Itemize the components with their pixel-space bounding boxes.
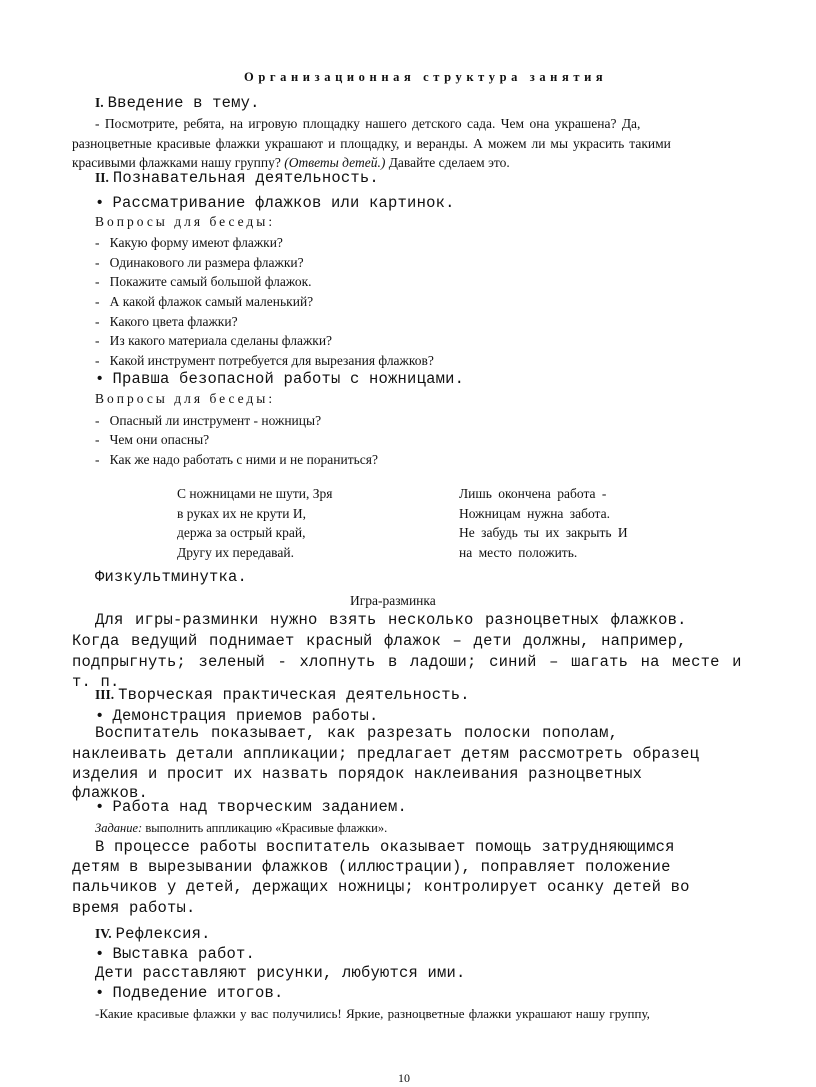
bullet-creative-task: • Работа над творческим заданием. [95, 798, 407, 816]
bullet-scissors-safety: • Правша безопасной работы с ножницами. [95, 370, 464, 388]
poem-left-column [177, 484, 333, 562]
page-number: 10 [398, 1071, 410, 1085]
section-1-heading [95, 94, 260, 112]
section-1-numeral: I. [95, 95, 104, 110]
poem-line: С ножницами не шути, Зря [177, 486, 333, 501]
section-2-title: Познавательная деятельность. [112, 169, 379, 187]
question-item: - Какого цвета флажки? [95, 314, 238, 329]
demo-line: изделия и просит их назвать порядок наклеивания разноцветных [72, 765, 643, 783]
poem-line: на место положить. [459, 544, 578, 560]
work-line: пальчиков у детей, держащих ножницы; контролирует осанку детей во [72, 878, 690, 896]
question-item: - Чем они опасны? [95, 432, 210, 447]
question-item: - Какой инструмент потребуется для вырезания флажков? [95, 353, 434, 368]
task-text: выполнить аппликацию «Красивые флажки». [145, 821, 388, 835]
questions-label-2: Вопросы для беседы: [95, 391, 276, 406]
poem-line: Ножницам нужна забота. [459, 505, 610, 521]
poem-line: Другу их передавай. [177, 544, 294, 560]
page-title: Организационная структура занятия [244, 70, 608, 84]
question-item: - Какую форму имеют флажки? [95, 235, 283, 250]
poem-line: Не забудь ты их закрыть И [459, 525, 628, 540]
intro-line-2: разноцветные красивые флажки украшают и площадку, и веранды. А можем ли мы украсить такими [72, 136, 671, 151]
demo-line: флажков. [72, 784, 149, 802]
fizminutka-label: Физкультминутка. [95, 568, 248, 586]
summary-line: -Какие красивые флажки у вас получились! Яркие, разноцветные флажки украшают нашу группу, [95, 1006, 650, 1021]
bullet-summary: • Подведение итогов. [95, 984, 284, 1002]
section-3-heading [95, 686, 470, 704]
answers-note: (Ответы детей.) [284, 155, 386, 170]
game-title: Игра-разминка [350, 593, 436, 608]
game-line: Для игры-разминки нужно взять несколько разноцветных флажков. [95, 611, 687, 629]
section-4-heading [95, 925, 211, 943]
demo-line: Воспитатель показывает, как разрезать полоски пополам, [95, 724, 619, 742]
section-4-title: Рефлексия. [115, 925, 211, 943]
intro-line-3-start: красивыми флажками нашу группу? [72, 155, 281, 170]
game-line: т. п. [72, 673, 120, 691]
task-line [95, 821, 387, 836]
questions-label-1: Вопросы для беседы: [95, 214, 276, 229]
question-item: - Опасный ли инструмент - ножницы? [95, 413, 322, 428]
poem-line: в руках их не крути И, [177, 505, 306, 521]
work-line: время работы. [72, 899, 196, 917]
intro-line-1 [95, 116, 733, 132]
question-item: - Одинакового ли размера флажки? [95, 255, 304, 270]
question-item: - Покажите самый большой флажок. [95, 274, 312, 289]
question-item: - Как же надо работать с ними и не пораниться? [95, 452, 378, 467]
bullet-exhibition: • Выставка работ. [95, 945, 255, 963]
poem-line: держа за острый край, [177, 525, 306, 540]
work-line: детям в вырезывании флажков (иллюстрации), поправляет положение [72, 858, 671, 876]
section-2-numeral: II. [95, 170, 109, 185]
bullet-demo: • Демонстрация приемов работы. [95, 707, 379, 725]
question-item: - А какой флажок самый маленький? [95, 294, 314, 309]
poem-right-column [459, 484, 628, 562]
section-3-title: Творческая практическая деятельность. [118, 686, 470, 704]
section-3-numeral: III. [95, 687, 115, 702]
work-line: В процессе работы воспитатель оказывает помощь затрудняющимся [95, 838, 675, 856]
section-2-heading [95, 169, 379, 187]
question-item: - Из какого материала сделаны флажки? [95, 333, 333, 348]
intro-line-3-end: Давайте сделаем это. [388, 155, 510, 170]
exhibition-line: Дети расставляют рисунки, любуются ими. [95, 964, 466, 982]
poem-line: Лишь окончена работа - [459, 486, 607, 501]
demo-line: наклеивать детали аппликации; предлагает детям рассмотреть образец [72, 745, 700, 763]
bullet-flags-review: • Рассматривание флажков или картинок. [95, 194, 455, 212]
game-line: Когда ведущий поднимает красный флажок – дети должны, например, [72, 632, 687, 650]
section-1-title: Введение в тему. [107, 94, 260, 112]
game-line: подпрыгнуть; зеленый - хлопнуть в ладоши; синий – шагать на месте и [72, 653, 742, 671]
intro-line-1-text: - Посмотрите, ребята, на игровую площадку нашего детского сада. Чем она украшена? Да, [95, 116, 641, 131]
section-4-numeral: IV. [95, 926, 112, 941]
task-label: Задание: [95, 821, 143, 835]
